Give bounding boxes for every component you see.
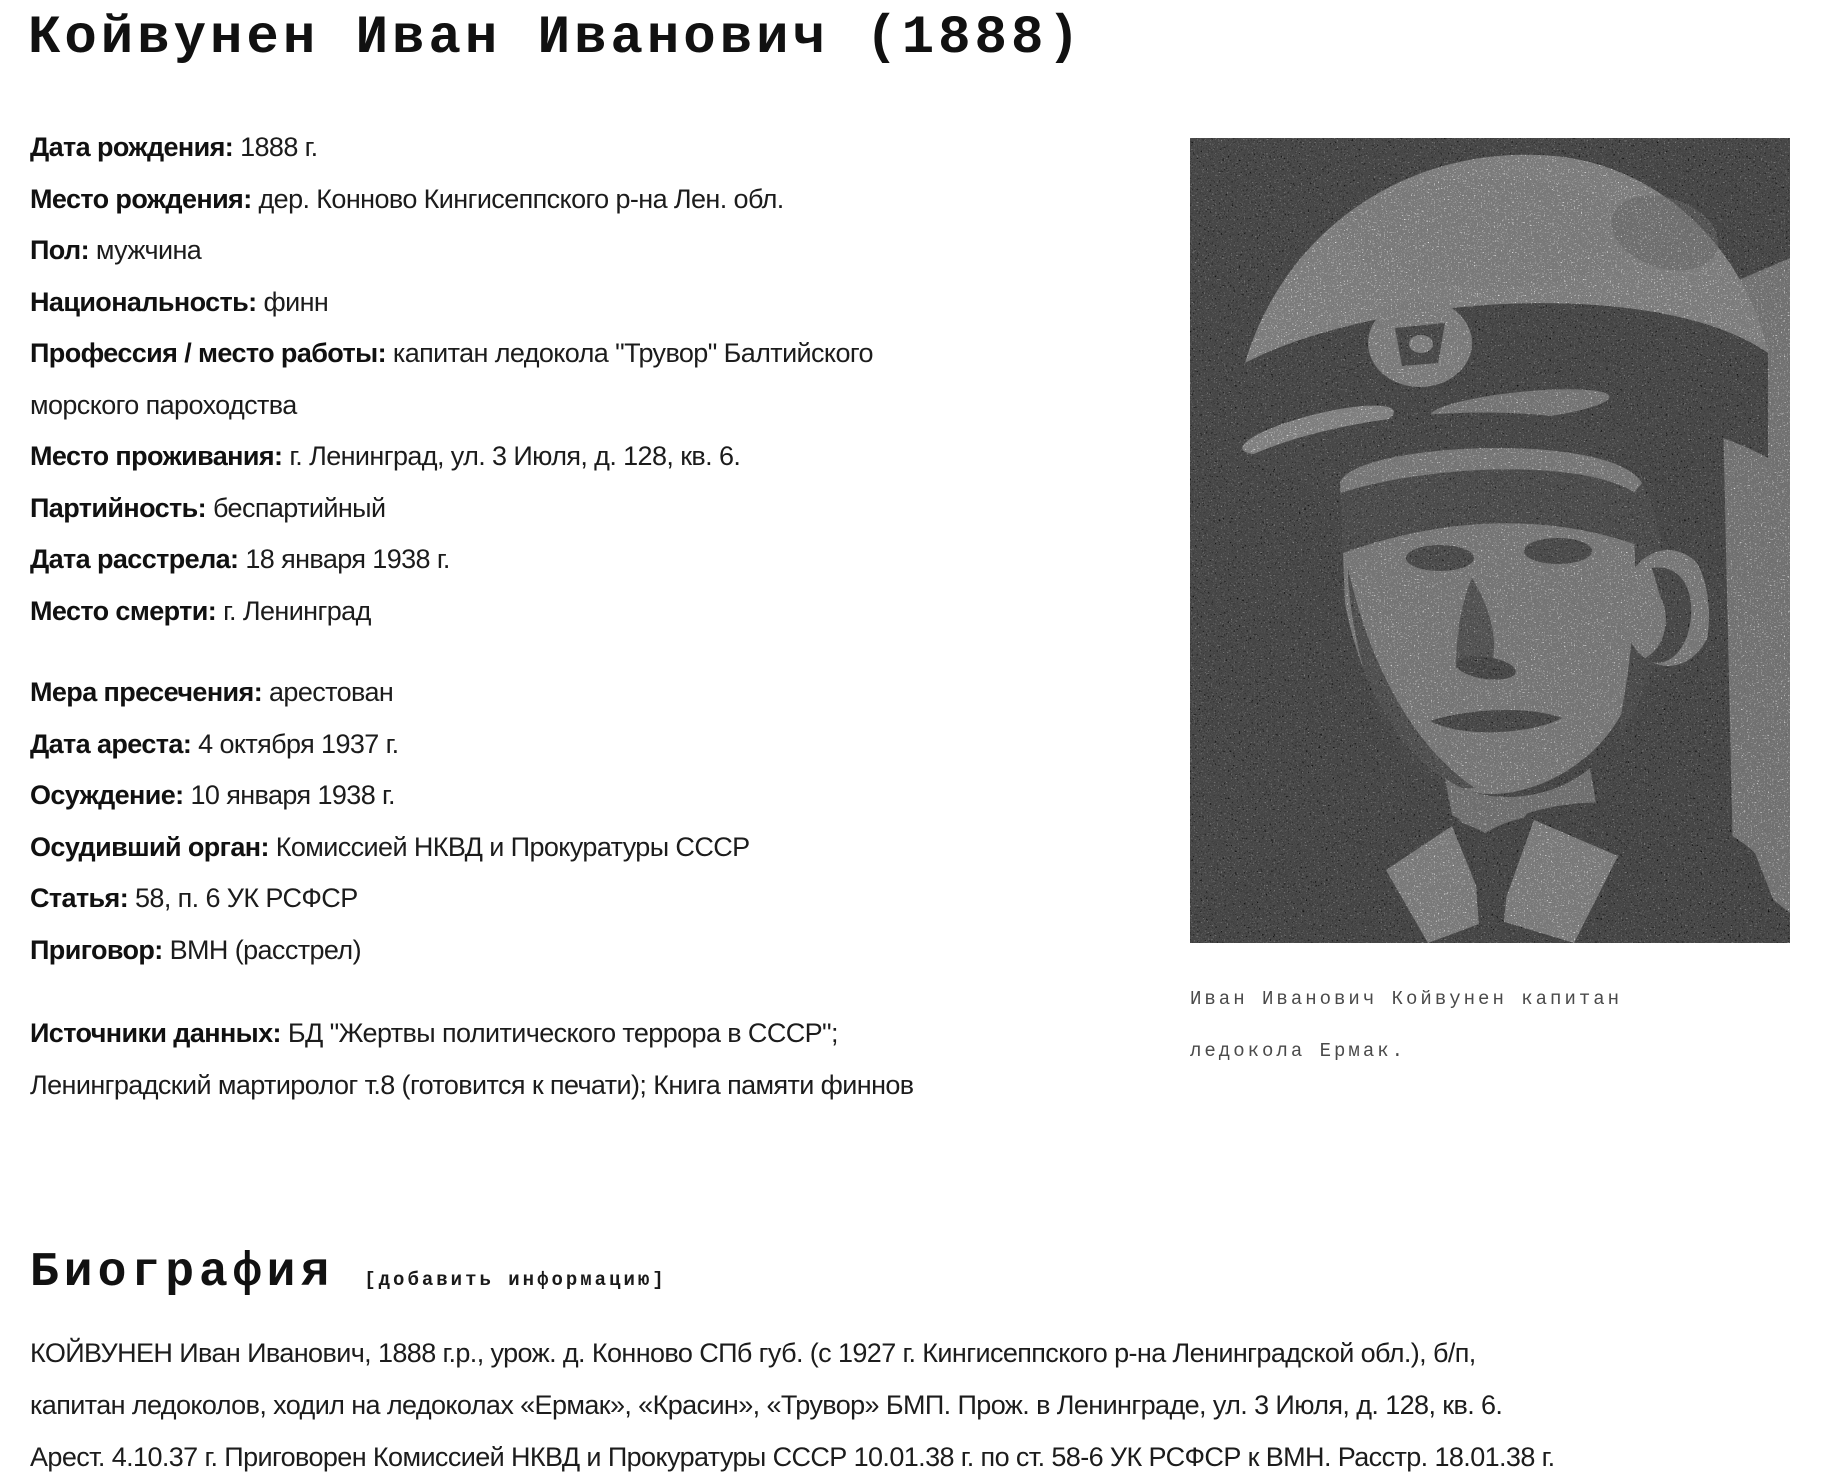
field-row (30, 225, 982, 277)
field-row (30, 277, 982, 329)
field-label: Профессия / место работы: (30, 338, 386, 368)
field-value: 58, п. 6 УК РСФСР (135, 883, 358, 913)
field-row (30, 667, 982, 719)
field-value: ВМН (расстрел) (169, 934, 361, 965)
field-value: Комиссией НКВД и Прокуратуры СССР (275, 831, 750, 862)
field-row (30, 1008, 982, 1111)
field-label: Осуждение: (30, 780, 184, 810)
field-label: Осудивший орган: (30, 831, 269, 862)
field-row (30, 586, 982, 638)
field-label: Дата рождения: (30, 132, 234, 162)
field-row (30, 483, 982, 535)
field-value: г. Ленинград (223, 595, 371, 626)
photo-caption: Иван Иванович Койвунен капитан ледокола Ермак. (1190, 988, 1623, 1062)
field-label: Источники данных: (30, 1018, 281, 1048)
field-label: Мера пресечения: (30, 677, 263, 707)
field-row (30, 822, 982, 874)
fields-group-repression (30, 667, 982, 976)
field-label: Приговор: (30, 934, 163, 965)
fields-group-main (30, 122, 982, 637)
field-label: Дата ареста: (30, 728, 192, 759)
field-label: Пол: (30, 235, 89, 265)
field-row (30, 719, 982, 771)
field-label: Дата расстрела: (30, 544, 239, 574)
field-row (30, 925, 982, 977)
person-fields (30, 122, 982, 1111)
field-value: 18 января 1938 г. (245, 544, 450, 574)
field-label: Место рождения: (30, 183, 252, 214)
portrait-figure (1190, 138, 1790, 1077)
field-value: беспартийный (212, 492, 386, 523)
field-value: дер. Конново Кингисеппского р-на Лен. обл. (258, 183, 784, 214)
field-label: Статья: (30, 883, 129, 913)
field-value: арестован (269, 677, 394, 707)
biography-text: КОЙВУНЕН Иван Иванович, 1888 г.р., урож. д. Конново СПб губ. (с 1927 г. Кингисеппского р-на Ленинградской обл.), б/п, капитан ледоколов, ходил на ледоколах «Ермак», «Красин», «Трувор» БМП. Прож. в Ленинграде, ул. 3 Июля, д. 128, кв. 6. Арест. 4.10.37 г. Приговорен Комиссией НКВД и Прокуратуры СССР 10.01.38 г. по ст. 58-6 УК РСФСР к ВМН. Расстр. 18.01.38 г. (30, 1338, 1555, 1472)
add-information-link[interactable]: [добавить информацию] (364, 1269, 667, 1291)
field-row (30, 174, 982, 226)
field-row (30, 534, 982, 586)
field-row (30, 328, 982, 431)
field-label: Место проживания: (30, 441, 283, 471)
field-value: 10 января 1938 г. (190, 780, 395, 810)
portrait-photo (1190, 138, 1790, 943)
field-value: капитан ледокола "Трувор" Балтийского морского пароходства (30, 338, 873, 420)
biography-heading: Биография (30, 1246, 335, 1300)
field-value: 4 октября 1937 г. (198, 728, 399, 759)
fields-group-sources (30, 1008, 982, 1111)
field-value: мужчина (95, 235, 202, 265)
field-value: финн (263, 286, 329, 317)
biography-header (30, 1246, 667, 1300)
field-label: Партийность: (30, 492, 207, 523)
field-row (30, 431, 982, 483)
field-label: Место смерти: (30, 595, 217, 626)
page-title: Койвунен Иван Иванович (1888) (28, 8, 1084, 69)
field-row (30, 873, 982, 925)
field-value: г. Ленинград, ул. 3 Июля, д. 128, кв. 6. (289, 441, 741, 471)
field-value: БД "Жертвы политического террора в СССР"; Ленинградский мартиролог т.8 (готовится к печати); Книга памяти финнов (30, 1018, 914, 1100)
field-value: 1888 г. (240, 132, 318, 162)
field-row (30, 122, 982, 174)
field-label: Национальность: (30, 286, 257, 317)
field-row (30, 770, 982, 822)
